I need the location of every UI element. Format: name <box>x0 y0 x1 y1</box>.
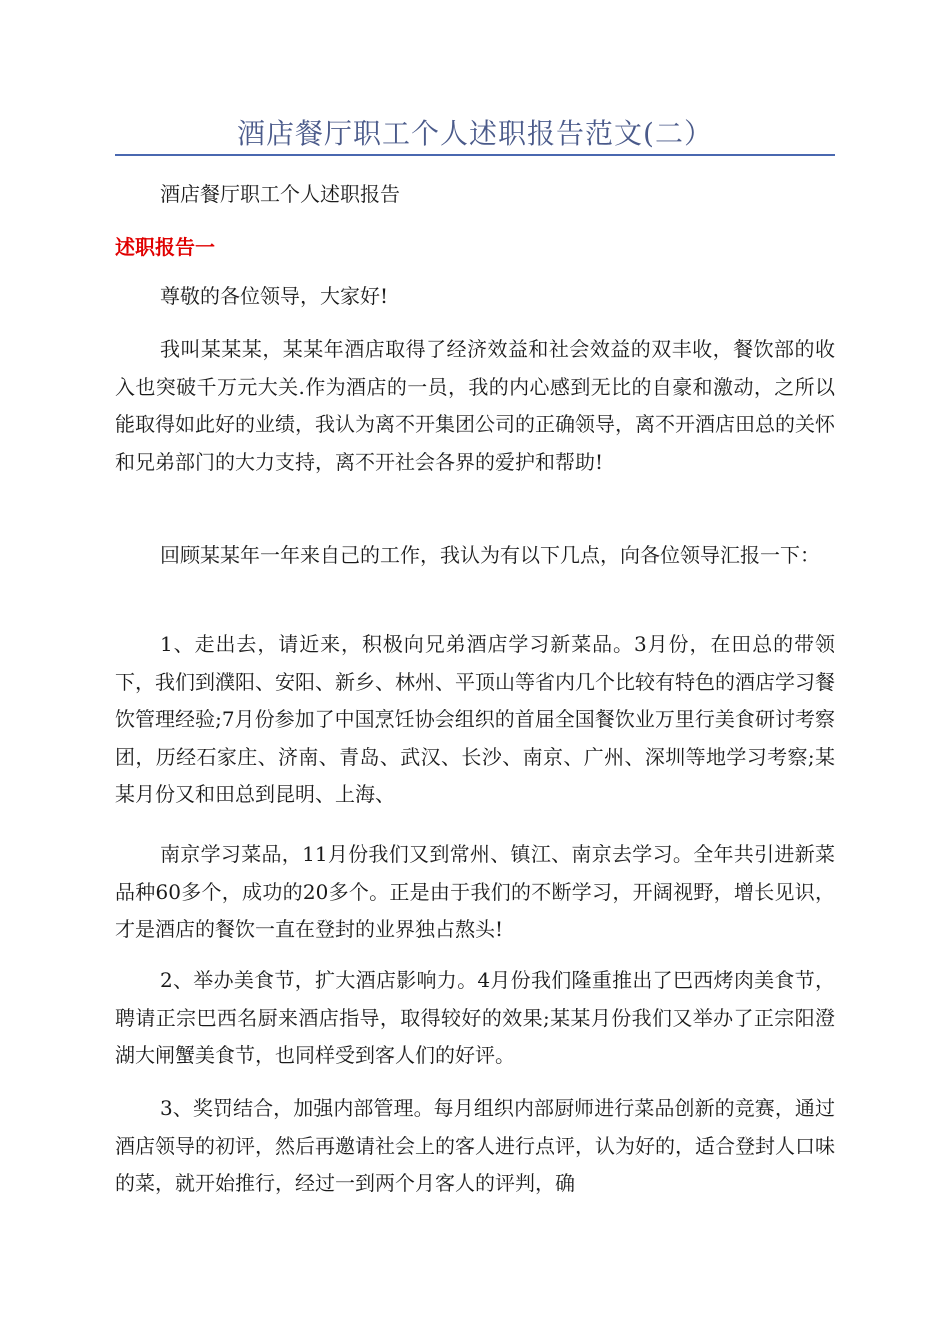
paragraph-item-1-continued: 南京学习菜品，11月份我们又到常州、镇江、南京去学习。全年共引进新菜品种60多个，成功的20多个。正是由于我们的不断学习，开阔视野，增长见识，才是酒店的餐饮一直在登封的业界独占熬头! <box>115 842 835 941</box>
paragraph-item-3: 3、奖罚结合，加强内部管理。每月组织内部厨师进行菜品创新的竞赛，通过酒店领导的初评，然后再邀请社会上的客人进行点评，认为好的，适合登封人口味的菜，就开始推行，经过一到两个月客人的评判，确 <box>115 1096 835 1195</box>
paragraph-item-2: 2、举办美食节，扩大酒店影响力。4月份我们隆重推出了巴西烤肉美食节，聘请正宗巴西名厨来酒店指导，取得较好的效果;某某月份我们又举办了正宗阳澄湖大闸蟹美食节，也同样受到客人们的好评。 <box>115 968 835 1067</box>
paragraph-greeting: 尊敬的各位领导，大家好! <box>160 284 389 308</box>
paragraph-item-1: 1、走出去，请近来，积极向兄弟酒店学习新菜品。3月份，在田总的带领下，我们到濮阳、安阳、新乡、林州、平顶山等省内几个比较有特色的酒店学习餐饮管理经验;7月份参加了中国烹饪协会组织的首届全国餐饮业万里行美食研讨考察团，历经石家庄、济南、青岛、武汉、长沙、南京、广州、深圳等地学习考察;某某月份又和田总到昆明、上海、 <box>115 632 835 806</box>
paragraph-introduction: 我叫某某某，某某年酒店取得了经济效益和社会效益的双丰收，餐饮部的收入也突破千万元大关.作为酒店的一员，我的内心感到无比的自豪和激动，之所以能取得如此好的业绩，我认为离不开集团公司的正确领导，离不开酒店田总的关怀和兄弟部门的大力支持，离不开社会各界的爱护和帮助! <box>115 337 835 474</box>
paragraph-review: 回顾某某年一年来自己的工作，我认为有以下几点，向各位领导汇报一下： <box>160 543 820 567</box>
document-subtitle: 酒店餐厅职工个人述职报告 <box>160 182 400 206</box>
title-underline <box>115 154 835 156</box>
section-heading: 述职报告一 <box>115 235 215 259</box>
document-title: 酒店餐厅职工个人述职报告范文(二） <box>237 117 713 150</box>
